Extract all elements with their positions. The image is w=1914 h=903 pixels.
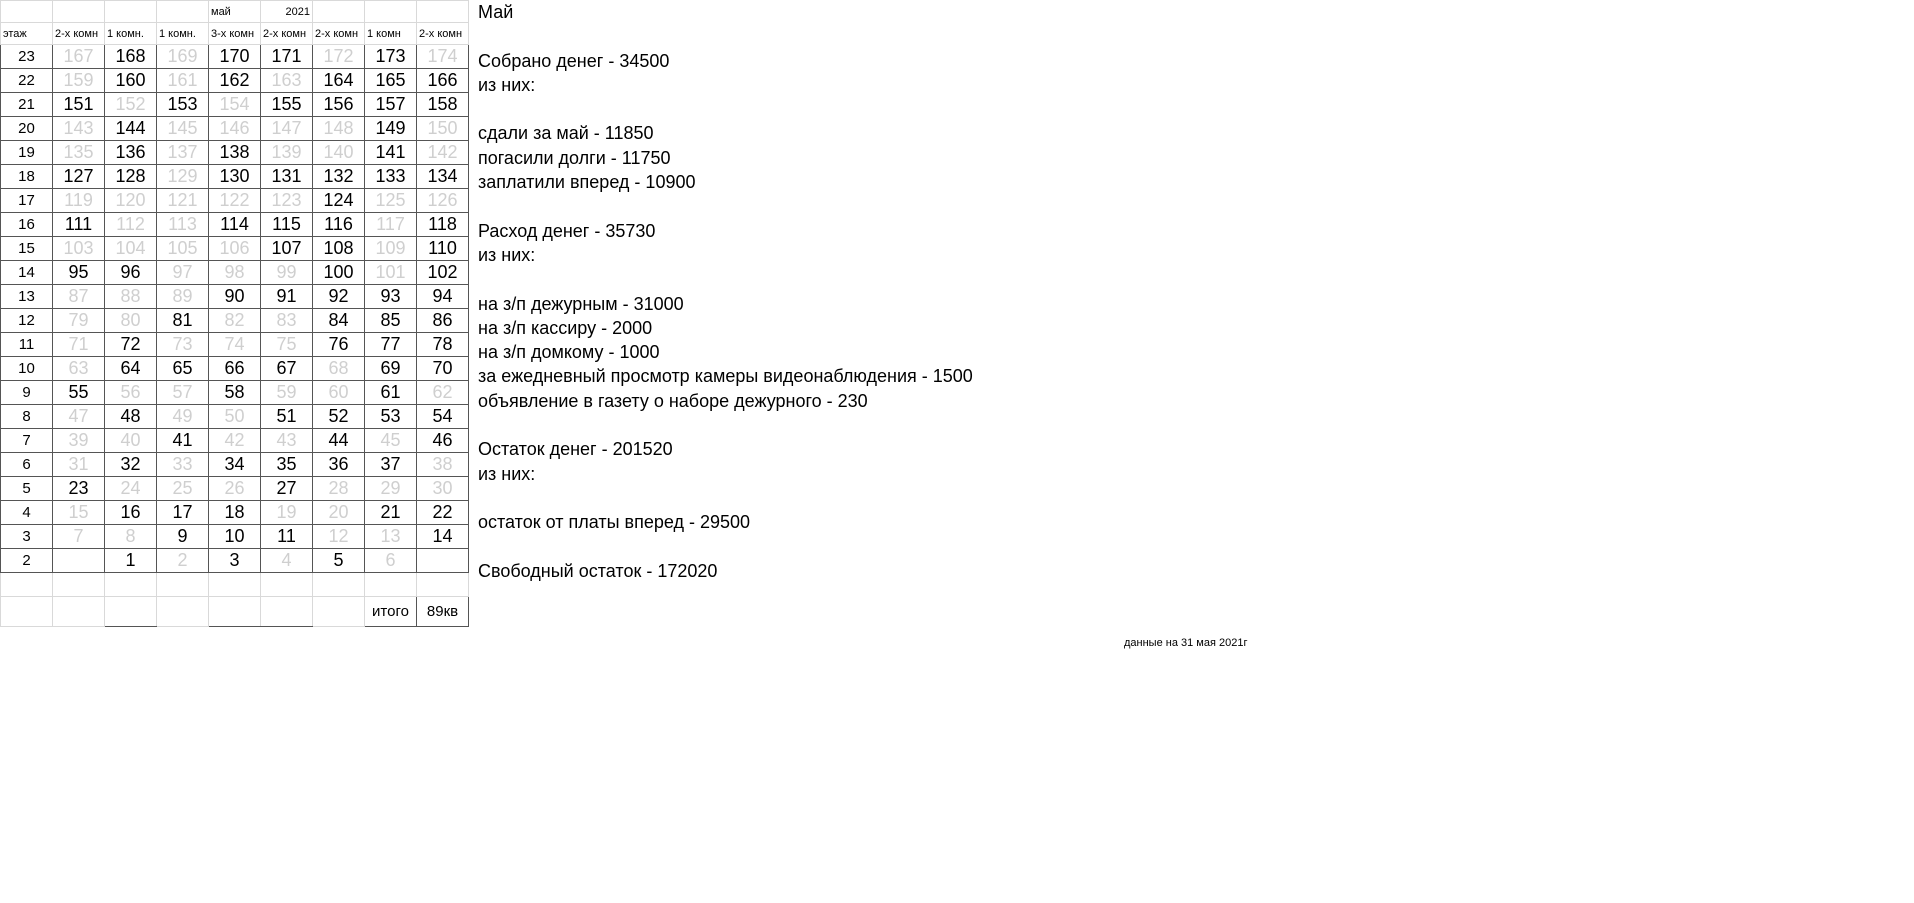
totals-row bbox=[1, 597, 469, 627]
apartment-cell-paid: 65 bbox=[157, 357, 209, 381]
apartment-cell-unpaid: 80 bbox=[105, 309, 157, 333]
empty-cell bbox=[53, 1, 105, 23]
empty-cell bbox=[261, 597, 313, 627]
apartment-cell-paid: 58 bbox=[209, 381, 261, 405]
apartment-cell-unpaid: 82 bbox=[209, 309, 261, 333]
apartment-cell-unpaid: 4 bbox=[261, 549, 313, 573]
room-type-header: 1 комн. bbox=[157, 23, 209, 45]
apartment-cell-unpaid: 135 bbox=[53, 141, 105, 165]
apartment-cell-unpaid: 74 bbox=[209, 333, 261, 357]
apartment-cell-unpaid: 122 bbox=[209, 189, 261, 213]
empty-cell bbox=[53, 573, 105, 597]
floor-row bbox=[1, 141, 469, 165]
apartment-cell-unpaid: 75 bbox=[261, 333, 313, 357]
apartment-cell-paid: 110 bbox=[417, 237, 469, 261]
empty-cell bbox=[157, 1, 209, 23]
floor-number: 6 bbox=[1, 453, 53, 477]
apartment-cell-paid: 64 bbox=[105, 357, 157, 381]
apartment-cell-unpaid: 112 bbox=[105, 213, 157, 237]
apartment-cell-paid: 44 bbox=[313, 429, 365, 453]
report-line bbox=[478, 413, 973, 437]
apartment-cell-paid: 158 bbox=[417, 93, 469, 117]
apartment-cell-unpaid: 47 bbox=[53, 405, 105, 429]
apartment-cell-paid: 165 bbox=[365, 69, 417, 93]
floor-row bbox=[1, 117, 469, 141]
empty-cell bbox=[1, 597, 53, 627]
apartment-cell-unpaid: 104 bbox=[105, 237, 157, 261]
apartment-cell-paid: 107 bbox=[261, 237, 313, 261]
floor-row bbox=[1, 525, 469, 549]
apartment-cell-paid: 34 bbox=[209, 453, 261, 477]
apartment-cell-paid: 77 bbox=[365, 333, 417, 357]
empty-cell bbox=[261, 573, 313, 597]
apartment-payment-table bbox=[0, 0, 469, 627]
apartment-cell-unpaid: 40 bbox=[105, 429, 157, 453]
floor-number: 8 bbox=[1, 405, 53, 429]
apartment-cell-paid: 149 bbox=[365, 117, 417, 141]
room-type-header: 3-х комн bbox=[209, 23, 261, 45]
apartment-cell-paid: 54 bbox=[417, 405, 469, 429]
apartment-cell-unpaid: 8 bbox=[105, 525, 157, 549]
apartment-cell-paid: 66 bbox=[209, 357, 261, 381]
apartment-cell-paid: 108 bbox=[313, 237, 365, 261]
apartment-cell-paid: 81 bbox=[157, 309, 209, 333]
apartment-cell-paid: 134 bbox=[417, 165, 469, 189]
report-line: за ежедневный просмотр камеры видеонаблюдения - 1500 bbox=[478, 366, 973, 387]
room-type-header: 1 комн. bbox=[105, 23, 157, 45]
apartment-cell-unpaid: 24 bbox=[105, 477, 157, 501]
apartment-cell-paid: 36 bbox=[313, 453, 365, 477]
apartment-cell-paid: 151 bbox=[53, 93, 105, 117]
apartment-cell-unpaid: 161 bbox=[157, 69, 209, 93]
floor-number: 14 bbox=[1, 261, 53, 285]
floor-column-header: этаж bbox=[1, 23, 53, 45]
report-title: Май bbox=[478, 2, 514, 22]
room-type-row bbox=[1, 23, 469, 45]
month-label: май bbox=[209, 1, 261, 23]
total-value: 89кв bbox=[417, 597, 469, 627]
floor-row bbox=[1, 261, 469, 285]
apartment-cell-unpaid: 43 bbox=[261, 429, 313, 453]
floor-number: 18 bbox=[1, 165, 53, 189]
apartment-cell-paid: 92 bbox=[313, 285, 365, 309]
apartment-cell-unpaid: 89 bbox=[157, 285, 209, 309]
apartment-cell-unpaid: 145 bbox=[157, 117, 209, 141]
apartment-cell-paid: 128 bbox=[105, 165, 157, 189]
apartment-cell-unpaid: 109 bbox=[365, 237, 417, 261]
apartment-cell-unpaid: 142 bbox=[417, 141, 469, 165]
apartment-cell-unpaid: 174 bbox=[417, 45, 469, 69]
empty-cell bbox=[1, 1, 53, 23]
apartment-cell-unpaid: 103 bbox=[53, 237, 105, 261]
room-type-header: 1 комн bbox=[365, 23, 417, 45]
floor-number: 13 bbox=[1, 285, 53, 309]
empty-cell bbox=[1, 573, 53, 597]
apartment-cell-unpaid: 59 bbox=[261, 381, 313, 405]
apartment-cell-paid: 118 bbox=[417, 213, 469, 237]
report-line: Остаток денег - 201520 bbox=[478, 439, 673, 460]
year-label: 2021 bbox=[261, 1, 313, 23]
apartment-cell-paid: 136 bbox=[105, 141, 157, 165]
apartment-cell-unpaid: 83 bbox=[261, 309, 313, 333]
apartment-cell-paid: 53 bbox=[365, 405, 417, 429]
apartment-cell-unpaid: 137 bbox=[157, 141, 209, 165]
floor-row bbox=[1, 453, 469, 477]
report-line: Свободный остаток - 172020 bbox=[478, 560, 718, 581]
floor-row bbox=[1, 549, 469, 573]
empty-cell bbox=[417, 573, 469, 597]
report-line: на з/п кассиру - 2000 bbox=[478, 317, 653, 338]
apartment-cell-unpaid: 159 bbox=[53, 69, 105, 93]
empty-cell bbox=[313, 1, 365, 23]
apartment-cell-unpaid: 123 bbox=[261, 189, 313, 213]
floor-row bbox=[1, 333, 469, 357]
apartment-cell-paid: 100 bbox=[313, 261, 365, 285]
apartment-cell-unpaid: 154 bbox=[209, 93, 261, 117]
empty-cell bbox=[105, 573, 157, 597]
room-type-header: 2-х комн bbox=[417, 23, 469, 45]
floor-number: 11 bbox=[1, 333, 53, 357]
floor-number: 16 bbox=[1, 213, 53, 237]
report-line: на з/п домкому - 1000 bbox=[478, 342, 660, 363]
floor-number: 5 bbox=[1, 477, 53, 501]
floor-number: 12 bbox=[1, 309, 53, 333]
apartment-cell-unpaid: 148 bbox=[313, 117, 365, 141]
apartment-cell-unpaid: 33 bbox=[157, 453, 209, 477]
apartment-cell-unpaid: 152 bbox=[105, 93, 157, 117]
empty-cell bbox=[209, 573, 261, 597]
floor-number: 21 bbox=[1, 93, 53, 117]
apartment-cell-paid: 114 bbox=[209, 213, 261, 237]
apartment-cell-paid: 61 bbox=[365, 381, 417, 405]
apartment-cell-paid: 23 bbox=[53, 477, 105, 501]
apartment-cell-paid: 17 bbox=[157, 501, 209, 525]
room-type-header: 2-х комн bbox=[313, 23, 365, 45]
apartment-cell-paid: 51 bbox=[261, 405, 313, 429]
report-line bbox=[478, 267, 973, 291]
empty-cell bbox=[365, 573, 417, 597]
apartment-cell-unpaid: 106 bbox=[209, 237, 261, 261]
apartment-cell-unpaid: 126 bbox=[417, 189, 469, 213]
report-line bbox=[478, 24, 973, 48]
apartment-cell-paid: 111 bbox=[53, 213, 105, 237]
room-type-header: 2-х комн bbox=[53, 23, 105, 45]
apartment-cell-unpaid: 7 bbox=[53, 525, 105, 549]
floor-number: 9 bbox=[1, 381, 53, 405]
report-line: погасили долги - 11750 bbox=[478, 147, 671, 168]
apartment-cell-paid: 153 bbox=[157, 93, 209, 117]
apartment-cell-paid: 21 bbox=[365, 501, 417, 525]
report-line: объявление в газету о наборе дежурного - 230 bbox=[478, 390, 868, 411]
apartment-cell-unpaid: 146 bbox=[209, 117, 261, 141]
empty-cell bbox=[365, 1, 417, 23]
floor-row bbox=[1, 213, 469, 237]
apartment-cell-unpaid: 147 bbox=[261, 117, 313, 141]
apartment-cell-unpaid: 163 bbox=[261, 69, 313, 93]
floor-row bbox=[1, 309, 469, 333]
apartment-cell-paid: 72 bbox=[105, 333, 157, 357]
apartment-cell-paid: 166 bbox=[417, 69, 469, 93]
floor-row bbox=[1, 429, 469, 453]
apartment-cell-unpaid: 63 bbox=[53, 357, 105, 381]
apartment-cell-unpaid: 12 bbox=[313, 525, 365, 549]
apartment-cell-paid: 3 bbox=[209, 549, 261, 573]
apartment-cell-paid: 96 bbox=[105, 261, 157, 285]
apartment-cell-unpaid: 60 bbox=[313, 381, 365, 405]
apartment-cell-paid: 170 bbox=[209, 45, 261, 69]
floor-number: 4 bbox=[1, 501, 53, 525]
apartment-cell-unpaid: 13 bbox=[365, 525, 417, 549]
floor-row bbox=[1, 237, 469, 261]
apartment-cell-unpaid: 120 bbox=[105, 189, 157, 213]
apartment-cell-paid: 46 bbox=[417, 429, 469, 453]
apartment-cell-paid: 10 bbox=[209, 525, 261, 549]
apartment-cell-unpaid: 25 bbox=[157, 477, 209, 501]
apartment-cell-paid: 133 bbox=[365, 165, 417, 189]
floor-row bbox=[1, 381, 469, 405]
apartment-cell-unpaid: 19 bbox=[261, 501, 313, 525]
floor-number: 19 bbox=[1, 141, 53, 165]
apartment-cell-paid: 86 bbox=[417, 309, 469, 333]
apartment-cell-paid: 70 bbox=[417, 357, 469, 381]
apartment-cell-unpaid: 71 bbox=[53, 333, 105, 357]
apartment-cell-paid: 94 bbox=[417, 285, 469, 309]
apartment-cell-unpaid: 29 bbox=[365, 477, 417, 501]
report-line: из них: bbox=[478, 244, 536, 265]
report-line bbox=[478, 97, 973, 121]
empty-cell bbox=[53, 597, 105, 627]
apartment-cell-paid: 116 bbox=[313, 213, 365, 237]
apartment-cell-unpaid: 139 bbox=[261, 141, 313, 165]
empty-cell bbox=[105, 1, 157, 23]
apartment-cell-unpaid: 119 bbox=[53, 189, 105, 213]
floor-number: 3 bbox=[1, 525, 53, 549]
report-line bbox=[478, 486, 973, 510]
total-label: итого bbox=[365, 597, 417, 627]
apartment-cell-paid: 131 bbox=[261, 165, 313, 189]
apartment-cell-paid: 76 bbox=[313, 333, 365, 357]
apartment-cell-unpaid: 38 bbox=[417, 453, 469, 477]
apartment-cell-unpaid: 129 bbox=[157, 165, 209, 189]
floor-row bbox=[1, 357, 469, 381]
floor-number: 17 bbox=[1, 189, 53, 213]
report-line: Собрано денег - 34500 bbox=[478, 50, 670, 71]
apartment-cell-unpaid: 73 bbox=[157, 333, 209, 357]
room-type-header: 2-х комн bbox=[261, 23, 313, 45]
apartment-cell-unpaid: 31 bbox=[53, 453, 105, 477]
apartment-cell-paid: 124 bbox=[313, 189, 365, 213]
apartment-cell-unpaid: 56 bbox=[105, 381, 157, 405]
apartment-cell-paid: 48 bbox=[105, 405, 157, 429]
apartment-cell-paid: 93 bbox=[365, 285, 417, 309]
empty-cell bbox=[209, 597, 261, 627]
apartment-cell-unpaid bbox=[417, 549, 469, 573]
apartment-cell-unpaid: 26 bbox=[209, 477, 261, 501]
data-date-note: данные на 31 мая 2021г bbox=[1124, 637, 1248, 649]
apartment-cell-paid: 144 bbox=[105, 117, 157, 141]
apartment-cell-unpaid: 172 bbox=[313, 45, 365, 69]
apartment-cell-paid: 22 bbox=[417, 501, 469, 525]
apartment-cell-paid: 173 bbox=[365, 45, 417, 69]
floor-row bbox=[1, 285, 469, 309]
apartment-cell-paid: 16 bbox=[105, 501, 157, 525]
floor-row bbox=[1, 93, 469, 117]
apartment-cell-unpaid: 87 bbox=[53, 285, 105, 309]
apartment-cell-unpaid: 169 bbox=[157, 45, 209, 69]
apartment-cell-paid: 32 bbox=[105, 453, 157, 477]
empty-cell bbox=[417, 1, 469, 23]
apartment-cell-unpaid: 20 bbox=[313, 501, 365, 525]
apartment-cell-paid: 84 bbox=[313, 309, 365, 333]
empty-cell bbox=[313, 597, 365, 627]
empty-cell bbox=[157, 597, 209, 627]
floor-row bbox=[1, 405, 469, 429]
floor-number: 7 bbox=[1, 429, 53, 453]
apartment-cell-unpaid: 143 bbox=[53, 117, 105, 141]
apartment-cell-paid: 1 bbox=[105, 549, 157, 573]
apartment-cell-unpaid: 79 bbox=[53, 309, 105, 333]
apartment-cell-paid: 52 bbox=[313, 405, 365, 429]
apartment-cell-unpaid: 167 bbox=[53, 45, 105, 69]
floor-row bbox=[1, 165, 469, 189]
report-line bbox=[478, 535, 973, 559]
apartment-cell-unpaid: 50 bbox=[209, 405, 261, 429]
apartment-cell-unpaid: 45 bbox=[365, 429, 417, 453]
apartment-cell-paid: 171 bbox=[261, 45, 313, 69]
apartment-cell-unpaid: 88 bbox=[105, 285, 157, 309]
report-line: Расход денег - 35730 bbox=[478, 220, 656, 241]
apartment-cell-paid: 11 bbox=[261, 525, 313, 549]
apartment-cell-paid: 91 bbox=[261, 285, 313, 309]
apartment-cell-unpaid: 39 bbox=[53, 429, 105, 453]
apartment-cell-paid: 90 bbox=[209, 285, 261, 309]
apartment-cell-unpaid: 15 bbox=[53, 501, 105, 525]
apartment-cell-unpaid: 117 bbox=[365, 213, 417, 237]
floor-row bbox=[1, 477, 469, 501]
apartment-cell-paid: 95 bbox=[53, 261, 105, 285]
floor-number: 20 bbox=[1, 117, 53, 141]
apartment-cell-unpaid: 105 bbox=[157, 237, 209, 261]
apartment-cell-paid: 37 bbox=[365, 453, 417, 477]
report-line bbox=[478, 194, 973, 218]
apartment-cell-paid: 35 bbox=[261, 453, 313, 477]
apartment-cell-unpaid: 62 bbox=[417, 381, 469, 405]
floor-number: 2 bbox=[1, 549, 53, 573]
apartment-cell-paid: 67 bbox=[261, 357, 313, 381]
apartment-cell-unpaid: 113 bbox=[157, 213, 209, 237]
report-line: из них: bbox=[478, 463, 536, 484]
spacer-row bbox=[1, 573, 469, 597]
monthly-financial-report bbox=[478, 0, 973, 583]
apartment-cell-unpaid: 30 bbox=[417, 477, 469, 501]
apartment-cell-unpaid: 42 bbox=[209, 429, 261, 453]
floor-row bbox=[1, 45, 469, 69]
apartment-cell-paid: 55 bbox=[53, 381, 105, 405]
empty-cell bbox=[313, 573, 365, 597]
apartment-cell-paid: 78 bbox=[417, 333, 469, 357]
apartment-cell-paid: 115 bbox=[261, 213, 313, 237]
report-line: на з/п дежурным - 31000 bbox=[478, 293, 684, 314]
floor-row bbox=[1, 69, 469, 93]
empty-cell bbox=[157, 573, 209, 597]
period-row bbox=[1, 1, 469, 23]
apartment-cell-paid: 156 bbox=[313, 93, 365, 117]
floor-row bbox=[1, 501, 469, 525]
apartment-cell-unpaid: 2 bbox=[157, 549, 209, 573]
apartment-cell-paid: 102 bbox=[417, 261, 469, 285]
floor-number: 23 bbox=[1, 45, 53, 69]
floor-number: 15 bbox=[1, 237, 53, 261]
apartment-cell-unpaid: 97 bbox=[157, 261, 209, 285]
apartment-cell-paid: 155 bbox=[261, 93, 313, 117]
apartment-cell-unpaid: 121 bbox=[157, 189, 209, 213]
apartment-cell-paid: 127 bbox=[53, 165, 105, 189]
apartment-cell-paid: 27 bbox=[261, 477, 313, 501]
apartment-cell-paid: 85 bbox=[365, 309, 417, 333]
apartment-cell-paid: 162 bbox=[209, 69, 261, 93]
apartment-cell-unpaid: 101 bbox=[365, 261, 417, 285]
apartment-cell-unpaid: 99 bbox=[261, 261, 313, 285]
apartment-cell-unpaid: 150 bbox=[417, 117, 469, 141]
apartment-cell-paid: 18 bbox=[209, 501, 261, 525]
apartment-cell-paid: 5 bbox=[313, 549, 365, 573]
apartment-cell-paid: 14 bbox=[417, 525, 469, 549]
apartment-cell-paid: 168 bbox=[105, 45, 157, 69]
floor-number: 10 bbox=[1, 357, 53, 381]
apartment-cell-paid: 69 bbox=[365, 357, 417, 381]
report-line: заплатили вперед - 10900 bbox=[478, 172, 696, 193]
apartment-cell-paid: 9 bbox=[157, 525, 209, 549]
apartment-cell-paid: 157 bbox=[365, 93, 417, 117]
apartment-cell-paid: 138 bbox=[209, 141, 261, 165]
apartment-cell-paid: 130 bbox=[209, 165, 261, 189]
apartment-cell-paid: 132 bbox=[313, 165, 365, 189]
apartment-cell-unpaid: 98 bbox=[209, 261, 261, 285]
floor-number: 22 bbox=[1, 69, 53, 93]
apartment-cell-unpaid bbox=[53, 549, 105, 573]
apartment-cell-paid: 41 bbox=[157, 429, 209, 453]
report-line: из них: bbox=[478, 74, 536, 95]
apartment-cell-unpaid: 28 bbox=[313, 477, 365, 501]
apartment-cell-paid: 164 bbox=[313, 69, 365, 93]
apartment-cell-paid: 141 bbox=[365, 141, 417, 165]
apartment-cell-paid: 160 bbox=[105, 69, 157, 93]
report-line: остаток от платы вперед - 29500 bbox=[478, 512, 751, 533]
apartment-cell-unpaid: 49 bbox=[157, 405, 209, 429]
apartment-cell-unpaid: 6 bbox=[365, 549, 417, 573]
apartment-cell-unpaid: 125 bbox=[365, 189, 417, 213]
apartment-cell-unpaid: 140 bbox=[313, 141, 365, 165]
apartment-cell-unpaid: 68 bbox=[313, 357, 365, 381]
empty-cell bbox=[105, 597, 157, 627]
report-line: сдали за май - 11850 bbox=[478, 123, 654, 144]
apartment-cell-unpaid: 57 bbox=[157, 381, 209, 405]
floor-row bbox=[1, 189, 469, 213]
